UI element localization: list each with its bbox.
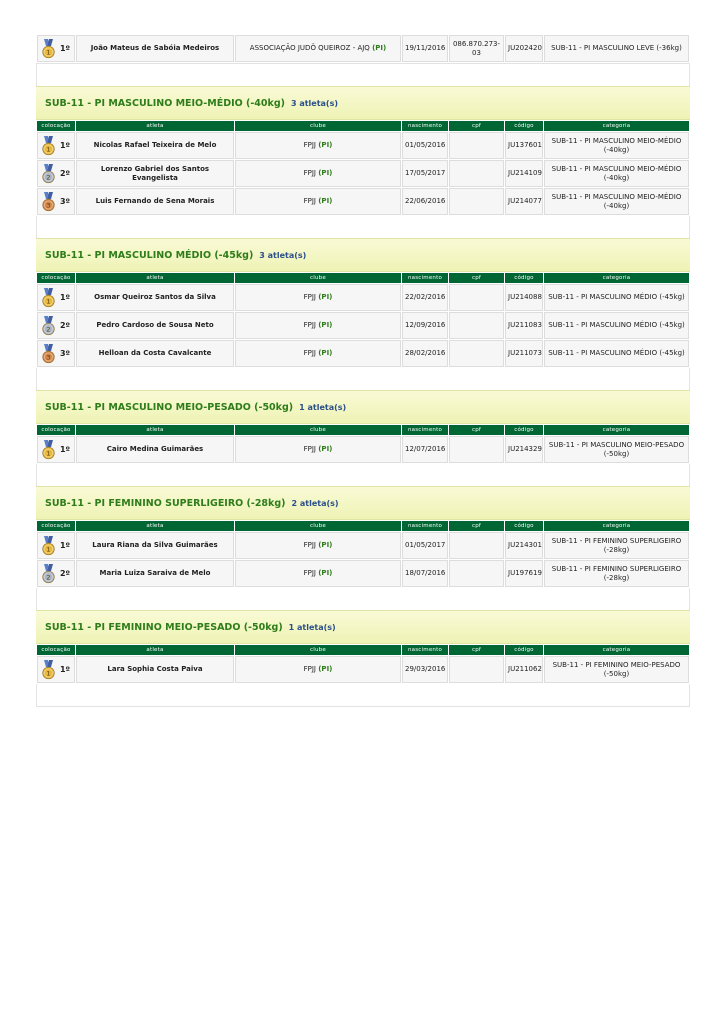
- cpf: [449, 560, 504, 587]
- column-header: categoria: [544, 645, 689, 655]
- column-header: nascimento: [402, 425, 448, 435]
- club-name: FPJJ: [303, 141, 316, 149]
- birth-date: 18/07/2016: [402, 560, 448, 587]
- club-name: FPJJ: [303, 665, 316, 673]
- athlete-name: Lara Sophia Costa Paiva: [76, 656, 234, 683]
- column-header: colocação: [37, 273, 75, 283]
- category-title: SUB-11 - PI MASCULINO MEIO-MÉDIO (-40kg): [45, 97, 285, 109]
- athlete-name: Helloan da Costa Cavalcante: [76, 340, 234, 367]
- silver-medal-icon: [42, 316, 55, 336]
- cpf: [449, 436, 504, 463]
- cpf: [449, 312, 504, 339]
- top-results-table: [36, 34, 690, 63]
- bronze-medal-icon: [42, 192, 55, 212]
- category: SUB-11 - PI FEMININO MEIO-PESADO (-50kg): [544, 656, 689, 683]
- athlete-code: JU214329: [505, 436, 543, 463]
- column-header: categoria: [544, 273, 689, 283]
- section-spacer: [36, 368, 690, 390]
- club-cell: [235, 132, 401, 159]
- club-state: (PI): [318, 197, 333, 205]
- results-table: [36, 424, 690, 464]
- placement-cell: [37, 340, 75, 367]
- athlete-name: João Mateus de Sabóia Medeiros: [76, 35, 234, 62]
- table-row: [37, 132, 689, 159]
- column-header: clube: [235, 273, 401, 283]
- category-header: [36, 486, 690, 520]
- athlete-code: JU211062: [505, 656, 543, 683]
- club-state: (PI): [318, 445, 333, 453]
- column-header: nascimento: [402, 273, 448, 283]
- athlete-name: Cairo Medina Guimarães: [76, 436, 234, 463]
- table-header-row: [37, 521, 689, 531]
- category: SUB-11 - PI MASCULINO MÉDIO (-45kg): [544, 284, 689, 311]
- table-header-row: [37, 121, 689, 131]
- column-header: atleta: [76, 645, 234, 655]
- club-name: ASSOCIAÇÃO JUDÔ QUEIROZ - AJQ: [249, 44, 370, 52]
- column-header: cpf: [449, 273, 504, 283]
- category-title: SUB-11 - PI MASCULINO MEIO-PESADO (-50kg): [45, 401, 294, 413]
- placement: 1º: [59, 293, 71, 302]
- placement: 1º: [59, 541, 71, 550]
- gold-medal-icon: [42, 536, 55, 556]
- birth-date: 22/06/2016: [402, 188, 448, 215]
- column-header: código: [505, 645, 543, 655]
- placement-cell: [37, 284, 75, 311]
- category: SUB-11 - PI MASCULINO LEVE (-36kg): [544, 35, 689, 62]
- cpf: 086.870.273-03: [449, 35, 504, 62]
- birth-date: 01/05/2017: [402, 532, 448, 559]
- club-name: FPJJ: [303, 541, 316, 549]
- athlete-code: JU211083: [505, 312, 543, 339]
- gold-medal-icon: [42, 440, 55, 460]
- column-header: nascimento: [402, 121, 448, 131]
- athlete-name: Nicolas Rafael Teixeira de Melo: [76, 132, 234, 159]
- club-cell: [235, 656, 401, 683]
- category-header: [36, 610, 690, 644]
- svg-text:1: 1: [46, 48, 51, 57]
- birth-date: 29/03/2016: [402, 656, 448, 683]
- placement: 1º: [59, 665, 71, 674]
- category: SUB-11 - PI MASCULINO MÉDIO (-45kg): [544, 340, 689, 367]
- club-state: (PI): [318, 141, 333, 149]
- club-cell: [235, 160, 401, 187]
- table-header-row: [37, 273, 689, 283]
- placement-cell: [37, 436, 75, 463]
- table-header-row: [37, 425, 689, 435]
- placement: 3º: [59, 349, 71, 358]
- placement-cell: [37, 312, 75, 339]
- category: SUB-11 - PI FEMININO SUPERLIGEIRO (-28kg): [544, 532, 689, 559]
- column-header: atleta: [76, 425, 234, 435]
- club-cell: [235, 340, 401, 367]
- silver-medal-icon: [42, 564, 55, 584]
- cpf: [449, 340, 504, 367]
- club-name: FPJJ: [303, 569, 316, 577]
- athlete-code: JU214088: [505, 284, 543, 311]
- svg-text:2: 2: [46, 173, 51, 182]
- column-header: cpf: [449, 121, 504, 131]
- cpf: [449, 132, 504, 159]
- athlete-count: 1 atleta(s): [288, 622, 336, 632]
- placement-cell: [37, 656, 75, 683]
- club-state: (PI): [372, 44, 387, 52]
- placement: 1º: [59, 141, 71, 150]
- results-table: [36, 520, 690, 588]
- table-row: [37, 656, 689, 683]
- placement: 2º: [59, 169, 71, 178]
- club-state: (PI): [318, 541, 333, 549]
- athlete-code: JU214109: [505, 160, 543, 187]
- gold-medal-icon: [42, 136, 55, 156]
- birth-date: 01/05/2016: [402, 132, 448, 159]
- club-state: (PI): [318, 349, 333, 357]
- svg-text:2: 2: [46, 325, 51, 334]
- column-header: colocação: [37, 521, 75, 531]
- club-cell: [235, 284, 401, 311]
- table-row: [37, 160, 689, 187]
- gold-medal-icon: [42, 39, 55, 59]
- birth-date: 19/11/2016: [402, 35, 448, 62]
- athlete-code: JU214077: [505, 188, 543, 215]
- section-spacer: [36, 216, 690, 238]
- cpf: [449, 188, 504, 215]
- category: SUB-11 - PI MASCULINO MÉDIO (-45kg): [544, 312, 689, 339]
- column-header: colocação: [37, 645, 75, 655]
- section-spacer: [36, 684, 690, 707]
- birth-date: 28/02/2016: [402, 340, 448, 367]
- results-page: [36, 34, 690, 707]
- placement-cell: [37, 132, 75, 159]
- athlete-count: 3 atleta(s): [290, 98, 339, 108]
- club-name: FPJJ: [303, 321, 316, 329]
- table-row: [37, 35, 689, 62]
- club-cell: [235, 532, 401, 559]
- column-header: colocação: [37, 121, 75, 131]
- column-header: clube: [235, 645, 401, 655]
- bronze-medal-icon: [42, 344, 55, 364]
- club-name: FPJJ: [303, 293, 316, 301]
- column-header: clube: [235, 425, 401, 435]
- athlete-name: Laura Riana da Silva Guimarães: [76, 532, 234, 559]
- category: SUB-11 - PI FEMININO SUPERLIGEIRO (-28kg): [544, 560, 689, 587]
- club-state: (PI): [318, 293, 333, 301]
- gold-medal-icon: [42, 660, 55, 680]
- silver-medal-icon: [42, 164, 55, 184]
- athlete-code: JU202420: [505, 35, 543, 62]
- athlete-name: Pedro Cardoso de Sousa Neto: [76, 312, 234, 339]
- category: SUB-11 - PI MASCULINO MEIO-MÉDIO (-40kg): [544, 132, 689, 159]
- birth-date: 17/05/2017: [402, 160, 448, 187]
- column-header: categoria: [544, 521, 689, 531]
- svg-text:3: 3: [46, 201, 51, 210]
- club-cell: [235, 436, 401, 463]
- athlete-name: Luis Fernando de Sena Morais: [76, 188, 234, 215]
- club-state: (PI): [318, 665, 333, 673]
- placement: 2º: [59, 321, 71, 330]
- svg-text:1: 1: [46, 297, 51, 306]
- placement: 1º: [59, 44, 71, 53]
- category-title: SUB-11 - PI MASCULINO MÉDIO (-45kg): [45, 249, 254, 261]
- athlete-code: JU211073: [505, 340, 543, 367]
- column-header: clube: [235, 121, 401, 131]
- placement-cell: [37, 160, 75, 187]
- birth-date: 22/02/2016: [402, 284, 448, 311]
- club-state: (PI): [318, 321, 333, 329]
- cpf: [449, 656, 504, 683]
- table-row: [37, 188, 689, 215]
- svg-text:2: 2: [46, 573, 51, 582]
- svg-text:1: 1: [46, 449, 51, 458]
- column-header: código: [505, 521, 543, 531]
- cpf: [449, 160, 504, 187]
- category: SUB-11 - PI MASCULINO MEIO-MÉDIO (-40kg): [544, 160, 689, 187]
- section-spacer: [36, 464, 690, 486]
- column-header: cpf: [449, 521, 504, 531]
- category-sections: [36, 63, 690, 707]
- gold-medal-icon: [42, 288, 55, 308]
- club-state: (PI): [318, 169, 333, 177]
- athlete-count: 3 atleta(s): [259, 250, 307, 260]
- column-header: código: [505, 121, 543, 131]
- placement-cell: [37, 560, 75, 587]
- club-cell: [235, 312, 401, 339]
- placement-cell: [37, 188, 75, 215]
- table-header-row: [37, 645, 689, 655]
- athlete-name: Lorenzo Gabriel dos Santos Evangelista: [76, 160, 234, 187]
- table-row: [37, 312, 689, 339]
- club-state: (PI): [318, 569, 333, 577]
- athlete-code: JU137601: [505, 132, 543, 159]
- svg-text:1: 1: [46, 545, 51, 554]
- athlete-count: 2 atleta(s): [291, 498, 339, 508]
- table-row: [37, 532, 689, 559]
- column-header: cpf: [449, 645, 504, 655]
- svg-text:1: 1: [46, 145, 51, 154]
- category-header: [36, 238, 690, 272]
- category: SUB-11 - PI MASCULINO MEIO-MÉDIO (-40kg): [544, 188, 689, 215]
- column-header: nascimento: [402, 645, 448, 655]
- club-cell: [235, 560, 401, 587]
- club-name: FPJJ: [303, 169, 316, 177]
- column-header: código: [505, 425, 543, 435]
- category-title: SUB-11 - PI FEMININO SUPERLIGEIRO (-28kg): [45, 497, 286, 509]
- table-row: [37, 560, 689, 587]
- placement: 1º: [59, 445, 71, 454]
- category-header: [36, 86, 690, 120]
- column-header: cpf: [449, 425, 504, 435]
- athlete-name: Osmar Queiroz Santos da Silva: [76, 284, 234, 311]
- column-header: código: [505, 273, 543, 283]
- column-header: nascimento: [402, 521, 448, 531]
- svg-text:1: 1: [46, 669, 51, 678]
- athlete-count: 1 atleta(s): [299, 402, 347, 412]
- category: SUB-11 - PI MASCULINO MEIO-PESADO (-50kg): [544, 436, 689, 463]
- club-cell: [235, 35, 401, 62]
- column-header: clube: [235, 521, 401, 531]
- category-title: SUB-11 - PI FEMININO MEIO-PESADO (-50kg): [45, 621, 283, 633]
- cpf: [449, 284, 504, 311]
- athlete-name: Maria Luiza Saraiva de Melo: [76, 560, 234, 587]
- birth-date: 12/07/2016: [402, 436, 448, 463]
- table-row: [37, 436, 689, 463]
- placement: 3º: [59, 197, 71, 206]
- club-name: FPJJ: [303, 349, 316, 357]
- section-spacer: [36, 63, 690, 86]
- column-header: atleta: [76, 121, 234, 131]
- column-header: atleta: [76, 273, 234, 283]
- club-cell: [235, 188, 401, 215]
- column-header: categoria: [544, 425, 689, 435]
- results-table: [36, 644, 690, 684]
- table-row: [37, 284, 689, 311]
- category-header: [36, 390, 690, 424]
- section-spacer: [36, 588, 690, 610]
- athlete-code: JU214301: [505, 532, 543, 559]
- placement-cell: [37, 35, 75, 62]
- results-table: [36, 272, 690, 368]
- athlete-code: JU197619: [505, 560, 543, 587]
- placement: 2º: [59, 569, 71, 578]
- table-row: [37, 340, 689, 367]
- results-table: [36, 120, 690, 216]
- birth-date: 12/09/2016: [402, 312, 448, 339]
- cpf: [449, 532, 504, 559]
- column-header: colocação: [37, 425, 75, 435]
- column-header: atleta: [76, 521, 234, 531]
- club-name: FPJJ: [303, 197, 316, 205]
- placement-cell: [37, 532, 75, 559]
- club-name: FPJJ: [303, 445, 316, 453]
- svg-text:3: 3: [46, 353, 51, 362]
- column-header: categoria: [544, 121, 689, 131]
